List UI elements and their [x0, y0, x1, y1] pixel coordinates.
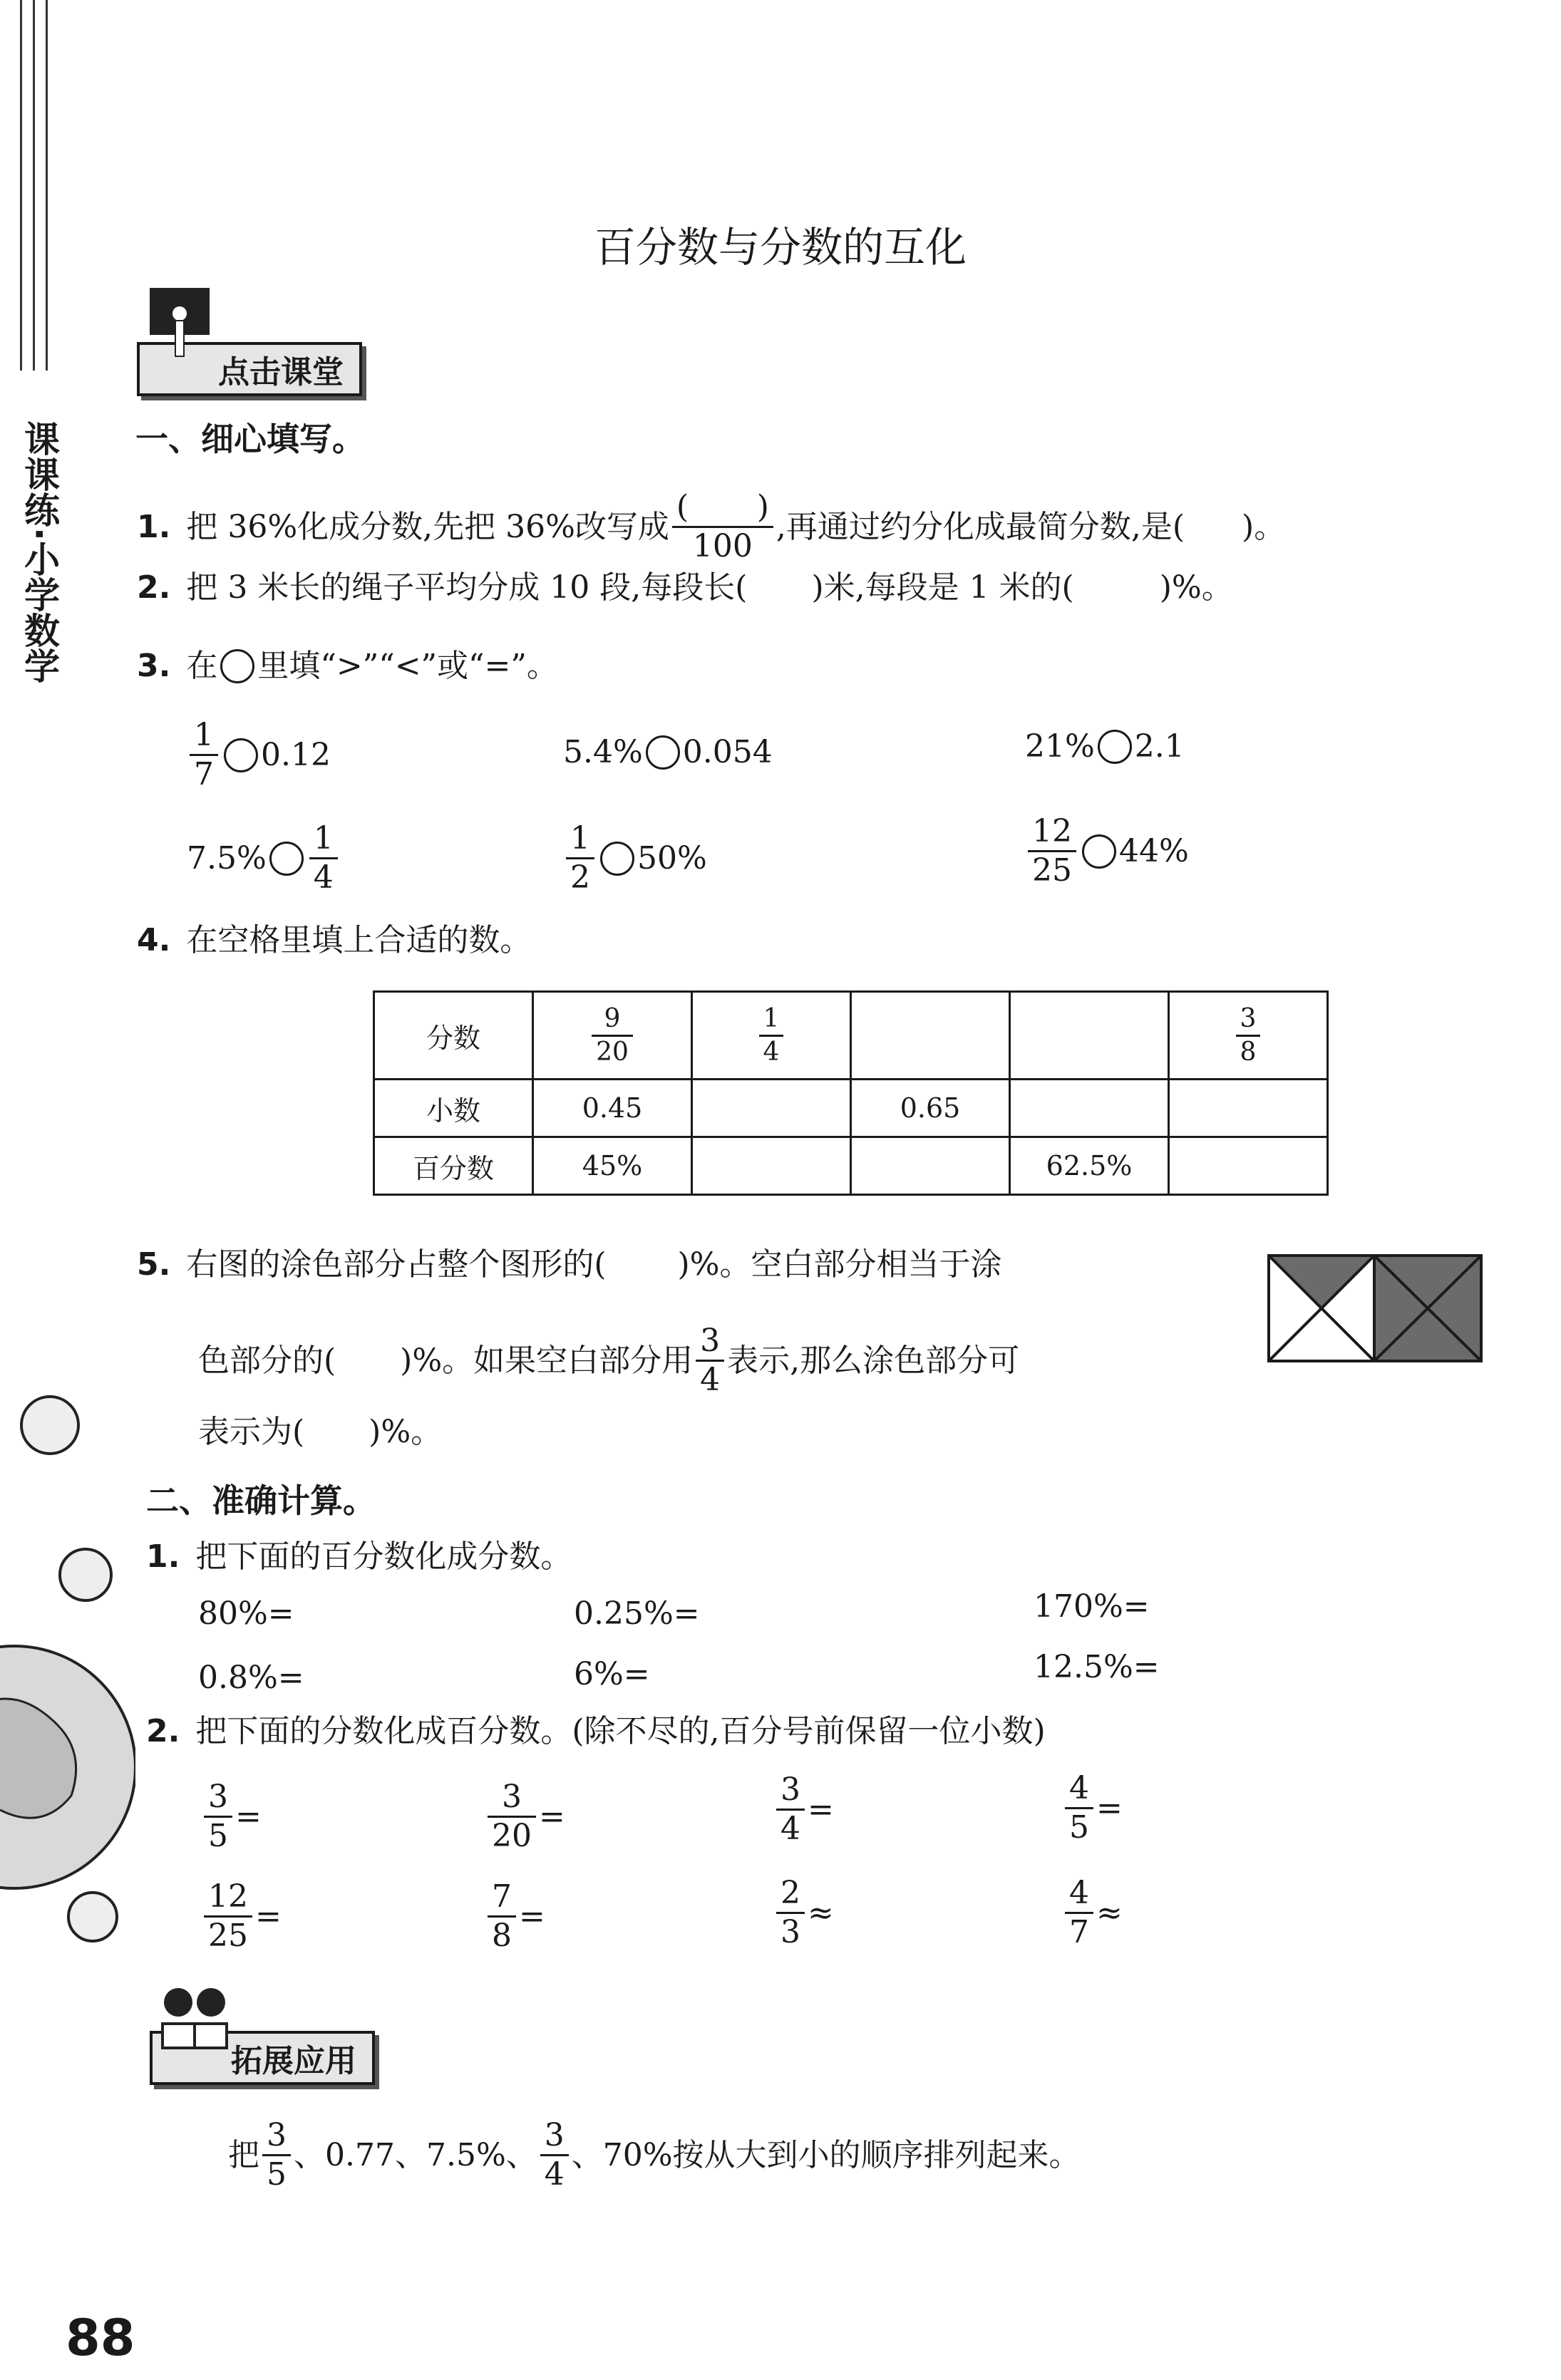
denominator: 5 [1065, 1807, 1093, 1843]
compare-item [187, 820, 341, 896]
row-header: 小数 [374, 1080, 533, 1137]
table-cell-blank[interactable] [1010, 1080, 1169, 1137]
question-5-line-1 [137, 1243, 1002, 1286]
table-cell-blank[interactable] [851, 1137, 1010, 1195]
question-number: 2. [137, 569, 171, 606]
margin-rule [20, 0, 22, 371]
compare-value: 21% [1025, 728, 1095, 765]
margin-rule [46, 0, 48, 371]
compare-value: 44% [1119, 833, 1189, 869]
compare-item [187, 717, 331, 792]
question-number: 1. [137, 508, 171, 545]
question-text: )米,每段是 1 米的( [811, 569, 1074, 606]
question-1 [137, 489, 1286, 564]
calc-item: 6%= [574, 1656, 650, 1692]
shaded-figure [1267, 1254, 1483, 1362]
calc-fraction-item [773, 1771, 834, 1847]
question-text: 把 [228, 2136, 259, 2173]
calc-fraction-item [773, 1875, 834, 1950]
question-text: )%。 [369, 1414, 443, 1450]
calc-item: 80%= [198, 1595, 294, 1632]
question-text: 表示,那么涂色部分可 [727, 1342, 1020, 1379]
circle-blank[interactable] [646, 735, 680, 770]
denominator: 4 [309, 857, 338, 894]
kids-globe-illustration [0, 1368, 135, 1952]
banner-label: 拓展应用 [150, 2031, 375, 2085]
question-5-line-2 [198, 1325, 1019, 1396]
reading-kids-icon [155, 1981, 234, 2059]
banner-label: 点击课堂 [137, 342, 362, 396]
denominator: 5 [204, 1816, 232, 1852]
compare-value: 5.4% [563, 734, 643, 770]
numerator: 4 [1069, 1770, 1089, 1806]
conversion-table [373, 990, 1329, 1196]
calc-item: 0.25%= [574, 1595, 700, 1632]
compare-value: 0.12 [261, 737, 331, 773]
denominator: 3 [776, 1912, 805, 1948]
question-text: 色部分的( [198, 1342, 336, 1379]
question-text: 右图的涂色部分占整个图形的( [186, 1246, 607, 1283]
numerator: 1 [194, 717, 214, 753]
calc-item: 12.5%= [1034, 1649, 1160, 1685]
question-number: 5. [137, 1246, 171, 1283]
table-cell [1169, 992, 1328, 1080]
section-banner-extension [150, 1995, 375, 2085]
numerator: 3 [267, 2117, 287, 2153]
numerator: 3 [700, 1323, 721, 1359]
circle-blank[interactable] [600, 842, 634, 876]
calc-fraction-item [1062, 1875, 1123, 1950]
denominator: 2 [566, 857, 594, 894]
row-header: 百分数 [374, 1137, 533, 1195]
calc-item: 170%= [1034, 1588, 1150, 1625]
denominator: 5 [262, 2154, 291, 2190]
compare-item [1025, 728, 1185, 765]
compare-item [563, 734, 773, 770]
numerator: 1 [763, 1003, 780, 1033]
table-cell [692, 992, 851, 1080]
part-1 [146, 1536, 572, 1578]
denominator: 4 [696, 1360, 724, 1396]
part-2 [146, 1710, 1046, 1753]
question-text: 在空格里填上合适的数。 [186, 922, 532, 958]
question-text: )。 [1242, 508, 1286, 545]
paren-close: ) [756, 489, 769, 525]
calc-fraction-item [1062, 1770, 1123, 1846]
calc-fraction-item [485, 1878, 545, 1954]
circle-blank [220, 649, 254, 683]
row-header: 分数 [374, 992, 533, 1080]
blank-fraction [672, 489, 773, 564]
numerator: 12 [208, 1878, 248, 1915]
calc-item: 0.8%= [198, 1660, 304, 1696]
table-cell-blank[interactable] [1010, 992, 1169, 1080]
compare-value: 0.054 [682, 734, 773, 770]
circle-blank[interactable] [1098, 730, 1132, 764]
denominator: 25 [204, 1915, 252, 1952]
question-3 [137, 645, 558, 688]
operator: ≈ [808, 1895, 834, 1931]
numerator: 12 [1032, 813, 1072, 849]
table-row [374, 992, 1328, 1080]
question-text: )%。如果空白部分用 [400, 1342, 694, 1379]
section-heading-calc: 二、准确计算。 [146, 1481, 376, 1520]
calc-fraction-item [201, 1878, 282, 1954]
question-text: 把 3 米长的绳子平均分成 10 段,每段长( [186, 569, 748, 606]
denominator: 7 [190, 754, 218, 790]
numerator: 3 [544, 2117, 565, 2153]
question-number: 1. [146, 1538, 180, 1575]
teacher-board-icon [144, 285, 215, 371]
compare-value: 7.5% [187, 840, 267, 876]
question-text: 把下面的分数化成百分数。(除不尽的,百分号前保留一位小数) [195, 1713, 1046, 1749]
question-text: ,再通过约分化成最简分数,是( [776, 508, 1185, 545]
table-cell: 62.5% [1010, 1137, 1169, 1195]
table-row [374, 1137, 1328, 1195]
circle-blank[interactable] [1082, 834, 1116, 869]
numerator: 9 [604, 1003, 621, 1033]
numerator: 4 [1069, 1875, 1089, 1911]
question-number: 2. [146, 1713, 180, 1749]
question-5-line-3 [198, 1411, 442, 1454]
table-cell: 0.45 [533, 1080, 692, 1137]
numerator: 1 [313, 820, 334, 857]
operator: ≈ [1096, 1895, 1123, 1931]
table-row [374, 1080, 1328, 1137]
question-text: 里填“>”“<”或“=”。 [257, 648, 558, 684]
question-number: 3. [137, 648, 171, 684]
numerator: 3 [1240, 1003, 1257, 1033]
paren-open: ( [676, 489, 689, 525]
numerator: 2 [780, 1875, 800, 1911]
table-cell [533, 992, 692, 1080]
question-text: 把 36%化成分数,先把 36%改写成 [186, 508, 669, 545]
question-4 [137, 919, 531, 962]
denominator: 4 [759, 1035, 784, 1065]
circle-blank[interactable] [224, 738, 258, 772]
numerator: 3 [208, 1779, 228, 1815]
denominator: 7 [1065, 1912, 1093, 1948]
question-number: 4. [137, 922, 171, 958]
denominator: 20 [488, 1816, 536, 1852]
denominator: 25 [1028, 850, 1076, 886]
margin-rule [33, 0, 35, 371]
question-text: 表示为( [198, 1414, 305, 1450]
denominator: 8 [1236, 1035, 1261, 1065]
side-title: 课课练·小学数学 [19, 420, 60, 683]
section-heading-fill: 一、细心填写。 [135, 420, 365, 458]
question-text: 在 [186, 648, 218, 684]
operator: = [1096, 1790, 1123, 1826]
question-text: 、70%按从大到小的顺序排列起来。 [571, 2136, 1081, 2173]
question-text: )%。 [1159, 569, 1233, 606]
section-banner-classroom [137, 299, 362, 396]
operator: = [519, 1898, 545, 1935]
page-title: 百分数与分数的互化 [594, 223, 967, 271]
numerator: 7 [492, 1878, 512, 1915]
numerator: 3 [780, 1771, 800, 1808]
table-cell: 45% [533, 1137, 692, 1195]
table-cell-blank[interactable] [692, 1137, 851, 1195]
operator: = [808, 1791, 834, 1828]
denominator: 100 [672, 526, 773, 562]
calc-fraction-item [201, 1781, 262, 1852]
denominator: 4 [540, 2154, 569, 2190]
calc-fraction-item [485, 1781, 565, 1852]
table-cell-blank[interactable] [1169, 1137, 1328, 1195]
question-text: 把下面的百分数化成分数。 [195, 1538, 572, 1575]
question-text: 、0.77、7.5%、 [294, 2136, 537, 2173]
table-cell-blank[interactable] [692, 1080, 851, 1137]
extension-question [228, 2117, 1081, 2193]
question-text: )%。空白部分相当于涂 [677, 1246, 1002, 1283]
question-2 [137, 566, 1233, 609]
numerator: 3 [502, 1779, 522, 1815]
table-cell: 0.65 [851, 1080, 1010, 1137]
compare-value: 50% [637, 840, 707, 876]
compare-item [563, 820, 707, 896]
operator: = [539, 1799, 565, 1835]
table-cell-blank[interactable] [1169, 1080, 1328, 1137]
numerator: 1 [570, 820, 590, 857]
denominator: 8 [488, 1915, 516, 1952]
table-cell-blank[interactable] [851, 992, 1010, 1080]
operator: = [235, 1799, 262, 1835]
compare-item [1025, 813, 1189, 889]
page-number: 88 [66, 2309, 135, 2367]
compare-value: 2.1 [1134, 728, 1185, 765]
denominator: 20 [592, 1035, 633, 1065]
denominator: 4 [776, 1809, 805, 1845]
operator: = [255, 1898, 282, 1935]
circle-blank[interactable] [269, 842, 304, 876]
